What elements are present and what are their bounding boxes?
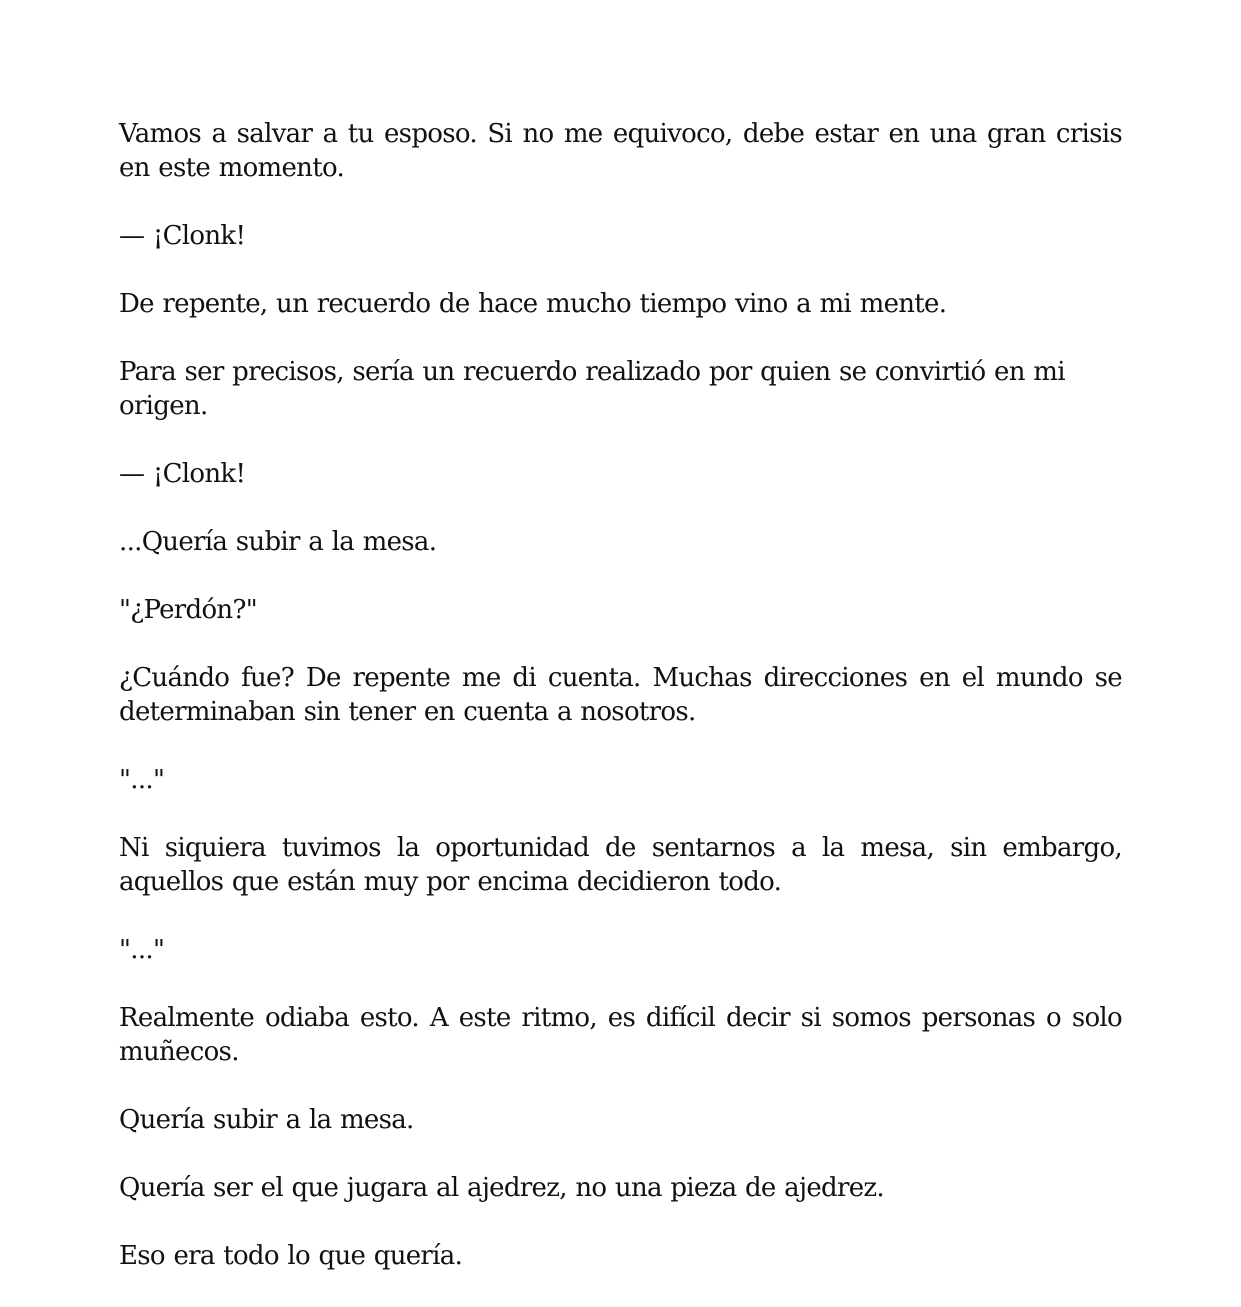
paragraph-13: Quería subir a la mesa.	[119, 1105, 414, 1135]
paragraph-11: "..."	[119, 935, 165, 965]
paragraph-2: — ¡Clonk!	[119, 221, 246, 251]
document-body	[119, 117, 1122, 1307]
paragraph-10: Ni siquiera tuvimos la oportunidad de sentarnos a la mesa, sin embargo, aquellos que están muy por encima decidieron todo.	[119, 833, 1122, 897]
paragraph-1: Vamos a salvar a tu esposo. Si no me equivoco, debe estar en una gran crisis en este momento.	[119, 119, 1122, 183]
paragraph-9: "..."	[119, 765, 165, 795]
paragraph-5: — ¡Clonk!	[119, 459, 246, 489]
paragraph-15: Eso era todo lo que quería.	[119, 1241, 463, 1271]
paragraph-6: ...Quería subir a la mesa.	[119, 527, 437, 557]
paragraph-8: ¿Cuándo fue? De repente me di cuenta. Muchas direcciones en el mundo se determinaban sin tener en cuenta a nosotros.	[119, 663, 1122, 727]
paragraph-7: "¿Perdón?"	[119, 595, 257, 625]
paragraph-12: Realmente odiaba esto. A este ritmo, es difícil decir si somos personas o solo muñecos.	[119, 1003, 1122, 1067]
paragraph-4: Para ser precisos, sería un recuerdo realizado por quien se convirtió en mi origen.	[119, 357, 1065, 421]
paragraph-3: De repente, un recuerdo de hace mucho tiempo vino a mi mente.	[119, 289, 947, 319]
paragraph-14: Quería ser el que jugara al ajedrez, no una pieza de ajedrez.	[119, 1173, 884, 1203]
